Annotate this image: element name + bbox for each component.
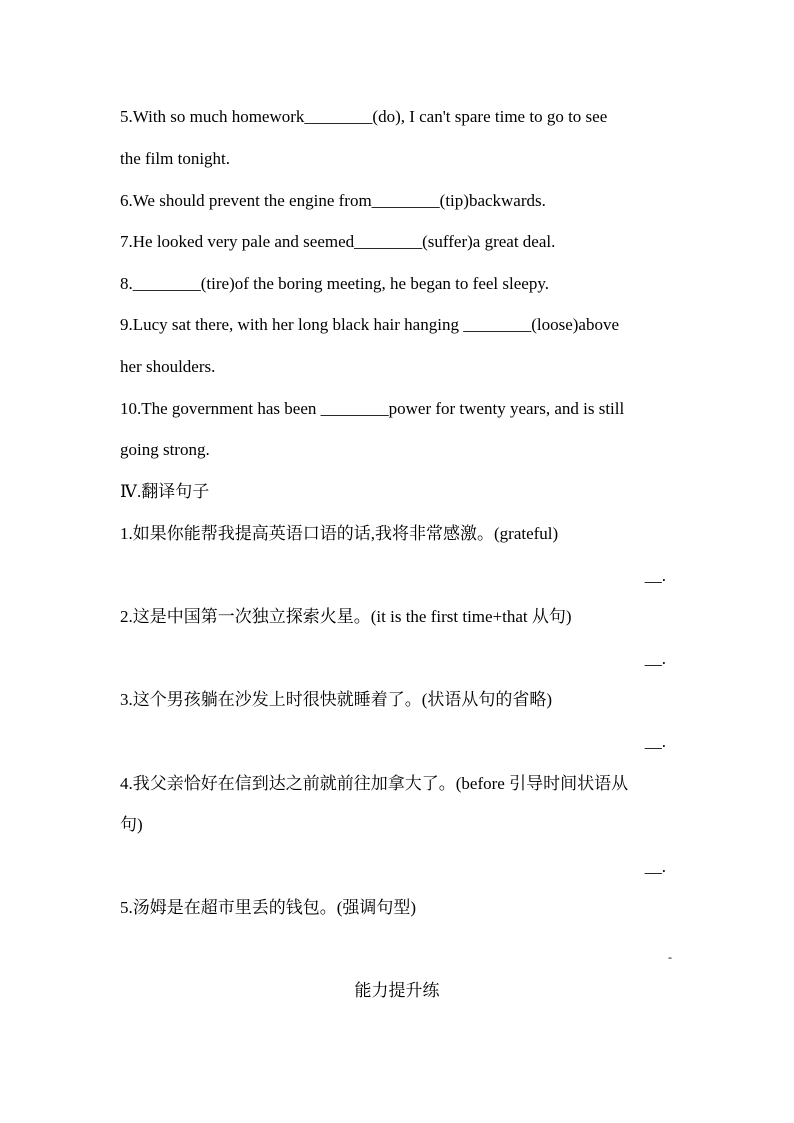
exercise-9-line-1: 9.Lucy sat there, with her long black hair hanging ________(loose)above [120, 315, 620, 334]
translation-1-blank: __. [644, 566, 666, 585]
translation-2-blank: __. [644, 649, 666, 668]
translation-4-prompt-cont: 句) [120, 815, 143, 834]
exercise-8: 8.________(tire)of the boring meeting, he began to feel sleepy. [120, 274, 549, 293]
exercise-10-line-2: going strong. [120, 440, 210, 459]
translation-4-prompt: 4.我父亲恰好在信到达之前就前往加拿大了。(before 引导时间状语从 [120, 774, 629, 793]
translation-4-blank: __. [644, 857, 666, 876]
exercise-5-line-2: the film tonight. [120, 149, 231, 168]
translation-3-blank: __. [644, 732, 666, 751]
exercise-6: 6.We should prevent the engine from________(tip)backwards. [120, 191, 546, 210]
exercise-5-line-1: 5.With so much homework________(do), I can't spare time to go to see [120, 107, 608, 126]
translation-2-prompt: 2.这是中国第一次独立探索火星。(it is the first time+that 从句) [120, 607, 572, 626]
section-heading: Ⅳ.翻译句子 [120, 482, 210, 501]
translation-5-prompt: 5.汤姆是在超市里丢的钱包。(强调句型) [120, 898, 417, 917]
exercise-9-line-2: her shoulders. [120, 357, 216, 376]
translation-3-prompt: 3.这个男孩躺在沙发上时很快就睡着了。(状语从句的省略) [120, 690, 553, 709]
exercise-7: 7.He looked very pale and seemed________(suffer)a great deal. [120, 232, 556, 251]
footer-section-title: 能力提升练 [354, 981, 440, 1001]
translation-5-blank: - [668, 950, 672, 964]
translation-1-prompt: 1.如果你能帮我提高英语口语的话,我将非常感激。(grateful) [120, 524, 559, 543]
exercise-10-line-1: 10.The government has been ________power for twenty years, and is still [120, 399, 625, 418]
